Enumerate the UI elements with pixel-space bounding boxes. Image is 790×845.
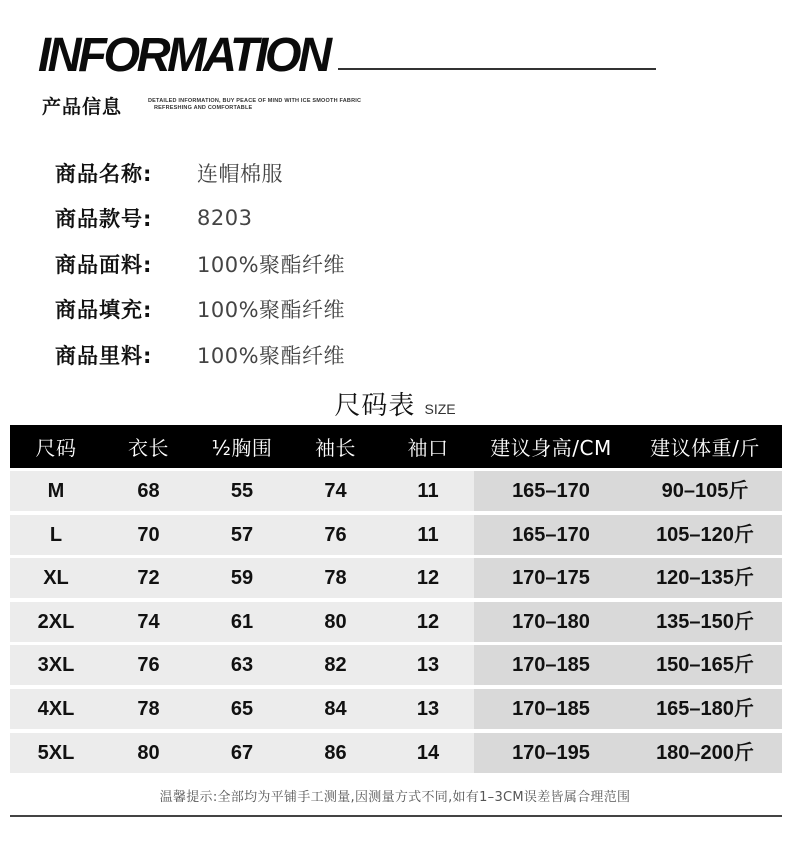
measurement-note: 温馨提示:全部均为平铺手工测量,因测量方式不同,如有1–3CM误差皆属合理范围 <box>159 790 631 805</box>
info-label: 商品名称: <box>55 161 153 186</box>
table-cell: 78 <box>137 697 160 720</box>
table-cell: 67 <box>230 741 254 764</box>
hero-title: INFORMATION <box>38 29 329 82</box>
info-row-style-no <box>55 196 345 242</box>
table-cell: 12 <box>416 610 440 633</box>
table-row <box>10 733 782 773</box>
table-cell: 82 <box>324 654 347 677</box>
section-subtitle: 产品信息 <box>42 96 123 118</box>
table-cell: 86 <box>324 741 347 764</box>
table-cell: 70 <box>137 523 160 546</box>
table-cell: L <box>49 523 63 546</box>
table-cell: 84 <box>324 697 347 720</box>
table-row <box>10 602 782 642</box>
header-cell: 尺码 <box>35 436 77 460</box>
table-cell: 170–185 <box>474 689 628 729</box>
table-cell: 170–195 <box>474 733 628 773</box>
table-cell: 76 <box>324 523 347 546</box>
info-row-filling <box>55 287 345 333</box>
table-cell: 74 <box>137 610 160 633</box>
table-row <box>10 645 782 685</box>
size-chart-title-cn: 尺码表 <box>334 391 416 421</box>
table-cell: M <box>47 480 65 502</box>
hero-divider <box>338 68 656 70</box>
table-cell: 150–165斤 <box>628 645 782 685</box>
table-cell: 90–105斤 <box>628 471 782 511</box>
info-row-lining <box>55 332 345 378</box>
table-cell: 74 <box>324 480 347 502</box>
table-cell: 135–150斤 <box>628 602 782 642</box>
info-label: 商品面料: <box>55 252 153 277</box>
info-label: 商品款号: <box>55 207 153 232</box>
size-chart-title <box>0 385 790 422</box>
section-tagline <box>148 98 361 112</box>
table-cell: 170–185 <box>474 645 628 685</box>
header-cell: ½胸围 <box>211 436 273 460</box>
tagline-line-1: DETAILED INFORMATION, BUY PEACE OF MIND WITH ICE SMOOTH FABRIC <box>148 98 362 104</box>
size-table <box>10 425 782 776</box>
table-cell: 14 <box>416 741 440 764</box>
header-cell: 衣长 <box>128 436 169 460</box>
size-chart-title-en: SIZE <box>424 401 456 417</box>
table-cell: 120–135斤 <box>628 558 782 598</box>
table-cell: XL <box>43 567 69 590</box>
table-cell: 72 <box>137 567 160 590</box>
info-value: 100%聚酯纤维 <box>197 298 346 323</box>
header-cell: 袖口 <box>407 436 449 460</box>
header-cell: 袖长 <box>315 436 356 460</box>
info-label: 商品填充: <box>55 298 153 323</box>
table-cell: 12 <box>416 567 440 590</box>
table-cell: 170–180 <box>474 602 628 642</box>
header-cell: 建议身高/CM <box>490 436 612 460</box>
table-row <box>10 471 782 511</box>
table-cell: 65 <box>230 697 254 720</box>
table-cell: 76 <box>137 654 160 677</box>
table-cell: 165–170 <box>474 515 628 555</box>
table-cell: 4XL <box>37 697 75 720</box>
table-cell: 80 <box>137 741 160 764</box>
info-value: 100%聚酯纤维 <box>197 343 346 368</box>
table-header <box>10 425 782 468</box>
table-row <box>10 558 782 598</box>
table-cell: 55 <box>230 480 254 502</box>
table-cell: 61 <box>230 610 254 633</box>
table-cell: 13 <box>416 654 440 677</box>
table-cell: 170–175 <box>474 558 628 598</box>
table-cell: 59 <box>230 567 254 590</box>
info-value: 100%聚酯纤维 <box>197 252 346 277</box>
info-value: 连帽棉服 <box>197 161 283 186</box>
table-cell: 180–200斤 <box>628 733 782 773</box>
table-cell: 63 <box>230 654 254 677</box>
table-cell: 57 <box>230 523 254 546</box>
table-cell: 2XL <box>37 610 75 633</box>
table-row <box>10 515 782 555</box>
table-cell: 105–120斤 <box>628 515 782 555</box>
table-cell: 78 <box>324 567 347 590</box>
table-cell: 11 <box>417 480 439 502</box>
table-cell: 13 <box>416 697 440 720</box>
product-info-list <box>55 150 345 378</box>
table-cell: 3XL <box>37 654 75 677</box>
table-cell: 11 <box>417 523 439 546</box>
info-row-name <box>55 150 345 196</box>
info-row-fabric <box>55 241 345 287</box>
header-cell: 建议体重/斤 <box>650 436 760 460</box>
info-label: 商品里料: <box>55 343 153 368</box>
bottom-divider <box>10 815 782 817</box>
tagline-line-2: REFRESHING AND COMFORTABLE <box>154 105 253 111</box>
table-cell: 5XL <box>37 741 75 764</box>
table-cell: 165–180斤 <box>628 689 782 729</box>
table-cell: 68 <box>137 480 160 502</box>
info-value: 8203 <box>197 206 253 231</box>
table-row <box>10 689 782 729</box>
table-cell: 165–170 <box>474 471 628 511</box>
table-cell: 80 <box>324 610 347 633</box>
